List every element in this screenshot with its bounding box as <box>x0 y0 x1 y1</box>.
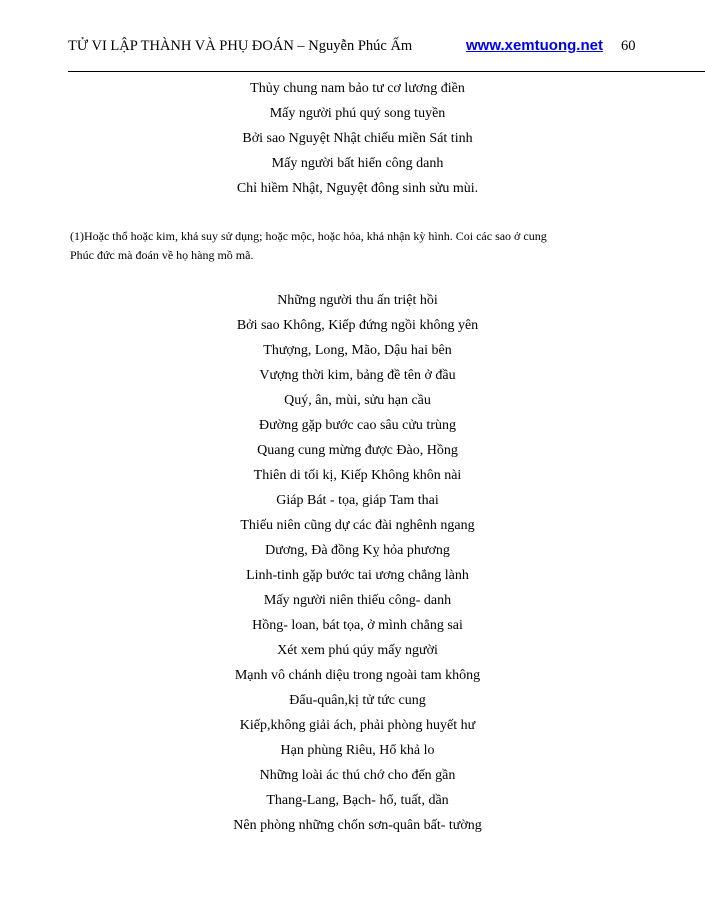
footnote <box>70 227 630 265</box>
poem-line: Những loài ác thú chớ cho đến gần <box>259 768 456 783</box>
poem-line: Vượng thời kim, bảng đề tên ở đầu <box>259 368 456 383</box>
poem-line: Quang cung mừng được Đào, Hồng <box>257 443 458 458</box>
website-link[interactable]: www.xemtuong.net <box>466 37 603 54</box>
poem-bottom <box>150 288 565 838</box>
poem-line: Bởi sao Nguyệt Nhật chiếu miền Sát tinh <box>242 131 473 146</box>
poem-top <box>150 76 565 201</box>
header-title: TỬ VI LẬP THÀNH VÀ PHỤ ĐOÁN – Nguyễn Phúc Ấm <box>68 38 413 54</box>
poem-line: Đẩu-quân,kị tử tức cung <box>289 693 426 708</box>
poem-line: Mấy người phú quý song tuyền <box>269 106 446 121</box>
poem-line: Thiếu niên cũng dự các đài nghênh ngang <box>240 518 475 533</box>
poem-line: Quý, ân, mùi, sửu hạn cầu <box>284 393 431 408</box>
poem-line: Kiếp,không giải ách, phải phòng huyết hư <box>239 718 476 733</box>
poem-line: Thiên di tối kị, Kiếp Không khôn nài <box>253 468 462 483</box>
poem-line: Chỉ hiềm Nhật, Nguyệt đông sinh sửu mùi. <box>236 181 479 196</box>
poem-line: Đường gặp bước cao sâu cửu trùng <box>259 418 456 433</box>
footnote-line: Phúc đức mà đoán về họ hàng mồ mã. <box>70 248 254 262</box>
poem-line: Thủy chung nam bảo tư cơ lương điền <box>250 81 465 96</box>
poem-line: Xét xem phú qúy mấy người <box>277 643 438 658</box>
poem-line: Dương, Đà đồng Kỵ hỏa phương <box>265 543 450 558</box>
poem-line: Mấy người niên thiếu công- danh <box>263 593 452 608</box>
page-number: 60 <box>621 38 636 54</box>
header-divider <box>68 71 705 72</box>
poem-line: Mấy người bất hiển công danh <box>271 156 444 171</box>
poem-line: Hồng- loan, bát tọa, ở mình chẳng sai <box>252 618 463 633</box>
poem-line: Linh-tinh gặp bước tai ương chẳng lành <box>246 568 469 583</box>
poem-line: Giáp Bát - tọa, giáp Tam thai <box>276 493 439 508</box>
footnote-line: (1)Hoặc thổ hoặc kim, khả suy sử dụng; hoặc mộc, hoặc hỏa, khả nhận kỳ hình. Coi các sao ở cung <box>70 229 547 243</box>
poem-line: Hạn phùng Riêu, Hổ khả lo <box>280 743 435 758</box>
page-header <box>68 38 705 60</box>
poem-line: Thang-Lang, Bạch- hổ, tuất, dần <box>266 793 449 808</box>
poem-line: Mạnh vô chánh diệu trong ngoài tam không <box>234 668 481 683</box>
poem-line: Thượng, Long, Mão, Dậu hai bên <box>263 343 452 358</box>
poem-line: Bởi sao Không, Kiếp đứng ngồi không yên <box>236 318 479 333</box>
poem-line: Những người thu ấn triệt hồi <box>277 293 438 308</box>
poem-line: Nên phòng những chốn sơn-quân bất- tường <box>233 818 482 833</box>
